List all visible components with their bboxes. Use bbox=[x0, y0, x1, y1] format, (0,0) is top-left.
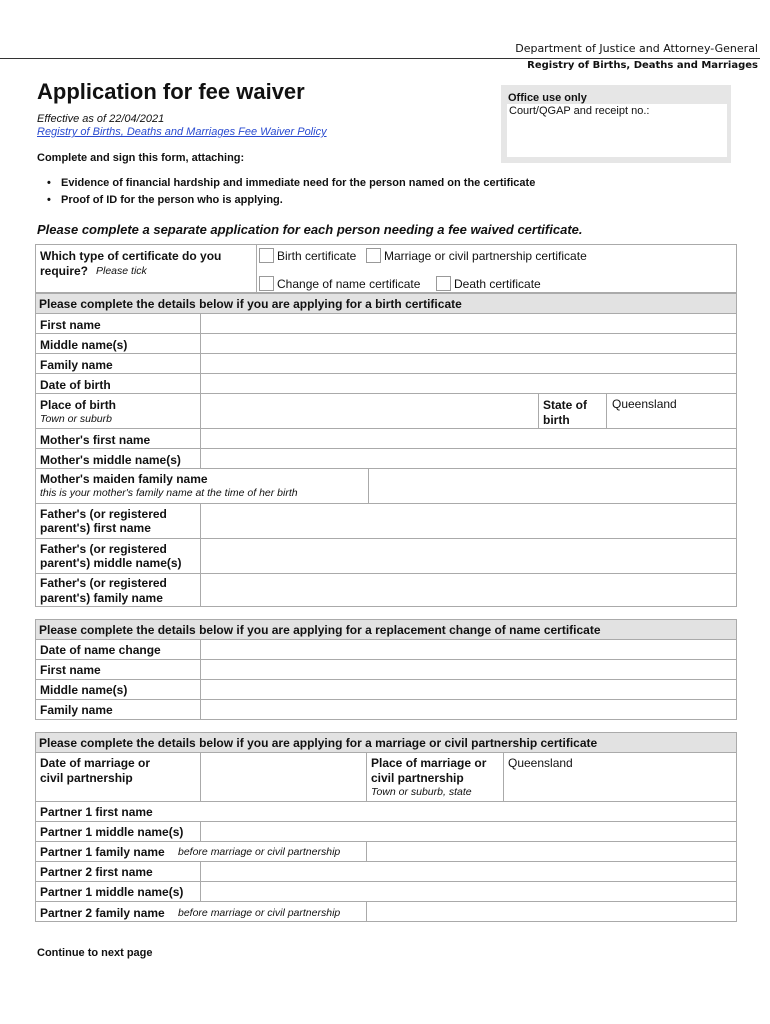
registry-name: Registry of Births, Deaths and Marriages bbox=[527, 60, 758, 71]
birth-middle-names-input[interactable] bbox=[201, 334, 736, 353]
partner2-first-name-input[interactable] bbox=[201, 862, 736, 881]
cert-type-hint: Please tick bbox=[96, 265, 147, 277]
name-change-middle-names-label: Middle name(s) bbox=[40, 683, 128, 697]
marriage-date-label-2: civil partnership bbox=[40, 771, 133, 785]
name-change-middle-names-input[interactable] bbox=[201, 680, 736, 699]
partner1-first-name-input[interactable] bbox=[201, 802, 736, 821]
marriage-certificate-label: Marriage or civil partnership certificate bbox=[384, 249, 587, 263]
name-change-first-name-input[interactable] bbox=[201, 660, 736, 679]
partner1-family-name-label: Partner 1 family name bbox=[40, 845, 165, 859]
attach-intro: Complete and sign this form, attaching: bbox=[37, 152, 245, 164]
father-family-name-label: Father's (or registered bbox=[40, 576, 167, 590]
state-of-birth-label: State of bbox=[543, 398, 588, 412]
partner2-family-name-label: Partner 2 family name bbox=[40, 906, 165, 920]
bullet-icon: • bbox=[47, 177, 51, 189]
cert-type-question-2: require? bbox=[40, 264, 89, 278]
marriage-date-input[interactable] bbox=[201, 753, 366, 801]
receipt-label: Court/QGAP and receipt no.: bbox=[509, 105, 650, 117]
father-middle-names-label: Father's (or registered bbox=[40, 542, 167, 556]
father-first-name-label: Father's (or registered bbox=[40, 507, 167, 521]
mother-first-name-input[interactable] bbox=[201, 429, 736, 448]
partner1-family-name-hint: before marriage or civil partnership bbox=[178, 846, 341, 858]
birth-certificate-checkbox[interactable] bbox=[259, 248, 274, 263]
department-name: Department of Justice and Attorney-General bbox=[515, 42, 758, 55]
name-change-first-name-label: First name bbox=[40, 663, 101, 677]
change-of-name-checkbox[interactable] bbox=[259, 276, 274, 291]
birth-family-name-input[interactable] bbox=[201, 354, 736, 373]
continue-note: Continue to next page bbox=[37, 947, 153, 959]
office-use-heading: Office use only bbox=[508, 92, 587, 104]
birth-family-name-label: Family name bbox=[40, 358, 113, 372]
effective-date: Effective as of 22/04/2021 bbox=[37, 113, 165, 125]
change-of-name-label: Change of name certificate bbox=[277, 277, 421, 291]
place-of-birth-hint: Town or suburb bbox=[40, 413, 112, 425]
partner1-family-name-input[interactable] bbox=[367, 842, 736, 861]
father-middle-names-input[interactable] bbox=[201, 539, 736, 573]
birth-certificate-label: Birth certificate bbox=[277, 249, 357, 263]
mother-maiden-name-label: Mother's maiden family name bbox=[40, 472, 208, 486]
page-title: Application for fee waiver bbox=[37, 79, 305, 104]
mother-maiden-name-hint: this is your mother's family name at the time of her birth bbox=[40, 487, 298, 499]
marriage-section-header: Please complete the details below if you are applying for a marriage or civil partnership certificate bbox=[35, 732, 737, 753]
marriage-place-label-2: civil partnership bbox=[371, 771, 464, 785]
marriage-place-label: Place of marriage or bbox=[371, 756, 487, 770]
birth-section-header: Please complete the details below if you are applying for a birth certificate bbox=[35, 293, 737, 314]
separate-application-note: Please complete a separate application for each person needing a fee waived certificate. bbox=[37, 222, 583, 237]
mother-middle-names-label: Mother's middle name(s) bbox=[40, 453, 181, 467]
cert-type-question: Which type of certificate do you bbox=[40, 249, 222, 263]
birth-middle-names-label: Middle name(s) bbox=[40, 338, 128, 352]
partner1-first-name-label: Partner 1 first name bbox=[40, 805, 153, 819]
name-change-family-name-input[interactable] bbox=[201, 700, 736, 720]
partner1-middle-names-label: Partner 1 middle name(s) bbox=[40, 825, 184, 839]
name-change-section-header: Please complete the details below if you are applying for a replacement change of name certificate bbox=[35, 619, 737, 640]
birth-first-name-label: First name bbox=[40, 318, 101, 332]
place-of-birth-input[interactable] bbox=[201, 394, 538, 428]
name-change-family-name-label: Family name bbox=[40, 703, 113, 717]
office-use-box bbox=[501, 85, 731, 163]
marriage-date-label: Date of marriage or bbox=[40, 756, 151, 770]
date-of-name-change-input[interactable] bbox=[201, 640, 736, 659]
date-of-name-change-label: Date of name change bbox=[40, 643, 161, 657]
bullet-icon: • bbox=[47, 194, 51, 206]
marriage-place-hint: Town or suburb, state bbox=[371, 786, 472, 798]
marriage-certificate-checkbox[interactable] bbox=[366, 248, 381, 263]
father-first-name-label-2: parent's) first name bbox=[40, 521, 151, 535]
partner2-middle-names-label: Partner 1 middle name(s) bbox=[40, 885, 184, 899]
death-certificate-label: Death certificate bbox=[454, 277, 541, 291]
partner2-family-name-hint: before marriage or civil partnership bbox=[178, 907, 341, 919]
policy-link[interactable]: Registry of Births, Deaths and Marriages Fee Waiver Policy bbox=[37, 126, 327, 138]
father-first-name-input[interactable] bbox=[201, 504, 736, 538]
partner1-middle-names-input[interactable] bbox=[201, 822, 736, 841]
header-rule bbox=[0, 58, 760, 59]
father-middle-names-label-2: parent's) middle name(s) bbox=[40, 556, 182, 570]
death-certificate-checkbox[interactable] bbox=[436, 276, 451, 291]
birth-first-name-input[interactable] bbox=[201, 314, 736, 333]
mother-middle-names-input[interactable] bbox=[201, 449, 736, 468]
state-of-birth-value[interactable]: Queensland bbox=[612, 397, 677, 411]
place-of-birth-label: Place of birth bbox=[40, 398, 117, 412]
father-family-name-input[interactable] bbox=[201, 574, 736, 607]
mother-maiden-name-input[interactable] bbox=[369, 469, 736, 503]
father-family-name-label-2: parent's) family name bbox=[40, 591, 163, 605]
partner2-first-name-label: Partner 2 first name bbox=[40, 865, 153, 879]
date-of-birth-input[interactable] bbox=[201, 374, 736, 393]
partner2-middle-names-input[interactable] bbox=[201, 882, 736, 901]
marriage-place-value[interactable]: Queensland bbox=[508, 756, 573, 770]
date-of-birth-label: Date of birth bbox=[40, 378, 111, 392]
receipt-field[interactable] bbox=[507, 104, 727, 157]
partner2-family-name-input[interactable] bbox=[367, 902, 736, 921]
state-of-birth-label-2: birth bbox=[543, 413, 570, 427]
mother-first-name-label: Mother's first name bbox=[40, 433, 151, 447]
